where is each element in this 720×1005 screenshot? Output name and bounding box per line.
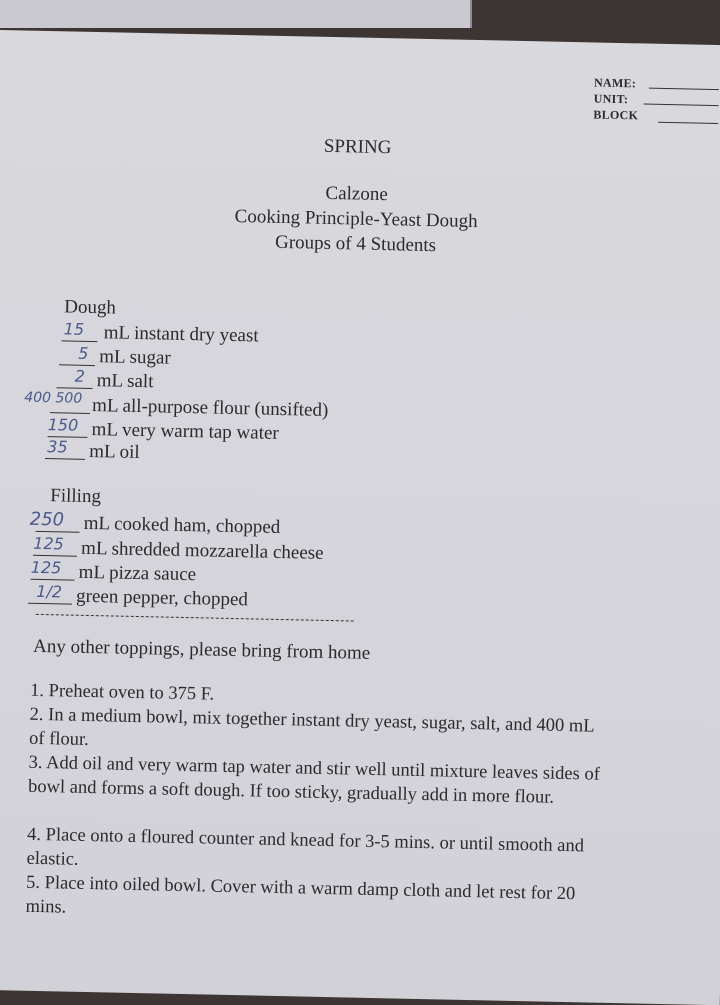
instruction-step: 2. In a medium bowl, mix together instant dry yeast, sugar, salt, and 400 mL of flour.: [28, 704, 595, 751]
instruction-step: 1. Preheat oven to 375 F.: [29, 680, 215, 705]
dough-amount-yeast: 15: [63, 319, 85, 339]
unit-field[interactable]: [644, 103, 719, 106]
dough-item-salt: mL salt: [96, 370, 154, 393]
amount-blank: [33, 555, 77, 557]
instruction-step: 3. Add oil and very warm tap water and stir well until mixture leaves sides of bowl and forms a soft dough. If too sticky, gradually add in more flour.: [27, 752, 601, 808]
recipe-title: Calzone: [325, 182, 388, 206]
amount-blank: [28, 603, 72, 605]
filling-amount-sauce: 125: [30, 557, 62, 578]
name-label: NAME:: [593, 75, 637, 91]
unit-label: UNIT:: [593, 91, 629, 107]
season-heading: SPRING: [323, 135, 392, 159]
dough-item-flour: mL all-purpose flour (unsifted): [91, 395, 329, 421]
amount-blank: [45, 458, 85, 460]
group-size: Groups of 4 Students: [274, 231, 437, 257]
filling-amount-ham: 250: [29, 508, 65, 531]
toppings-note: Any other toppings, please bring from home: [32, 635, 371, 664]
dough-item-water: mL very warm tap water: [91, 419, 279, 444]
dough-item-sugar: mL sugar: [98, 346, 171, 369]
dough-amount-flour: 400 500: [24, 389, 83, 407]
filling-item-pepper: green pepper, chopped: [75, 585, 249, 611]
filling-item-cheese: mL shredded mozzarella cheese: [80, 537, 324, 564]
block-field[interactable]: [658, 122, 718, 124]
dough-heading: Dough: [63, 296, 117, 319]
instruction-step: 5. Place into oiled bowl. Cover with a warm damp cloth and let rest for 20 mins.: [25, 872, 576, 918]
filling-amount-cheese: 125: [33, 533, 64, 554]
dough-amount-salt: 2: [74, 366, 86, 386]
filling-item-ham: mL cooked ham, chopped: [83, 512, 281, 538]
amount-blank: [57, 387, 93, 389]
background-sheet: [0, 0, 472, 28]
dough-item-yeast: mL instant dry yeast: [103, 322, 259, 347]
cooking-principle: Cooking Principle-Yeast Dough: [234, 205, 478, 233]
block-label: BLOCK: [593, 107, 639, 123]
amount-blank: [50, 412, 90, 414]
recipe-page: [0, 30, 720, 1005]
amount-blank: [35, 531, 79, 533]
filling-heading: Filling: [50, 485, 102, 508]
filling-amount-pepper: 1/2: [36, 581, 63, 602]
amount-blank: [30, 579, 74, 581]
instruction-step: 4. Place onto a floured counter and knead for 3-5 mins. or until smooth and elastic.: [26, 824, 585, 870]
amount-blank: [61, 340, 97, 342]
name-field[interactable]: [649, 88, 719, 90]
dough-amount-water: 150: [47, 415, 79, 435]
filling-item-sauce: mL pizza sauce: [78, 561, 197, 586]
section-divider: [36, 614, 354, 622]
dough-item-oil: mL oil: [88, 440, 140, 464]
dough-amount-sugar: 5: [78, 343, 89, 363]
dough-amount-oil: 35: [47, 437, 68, 457]
